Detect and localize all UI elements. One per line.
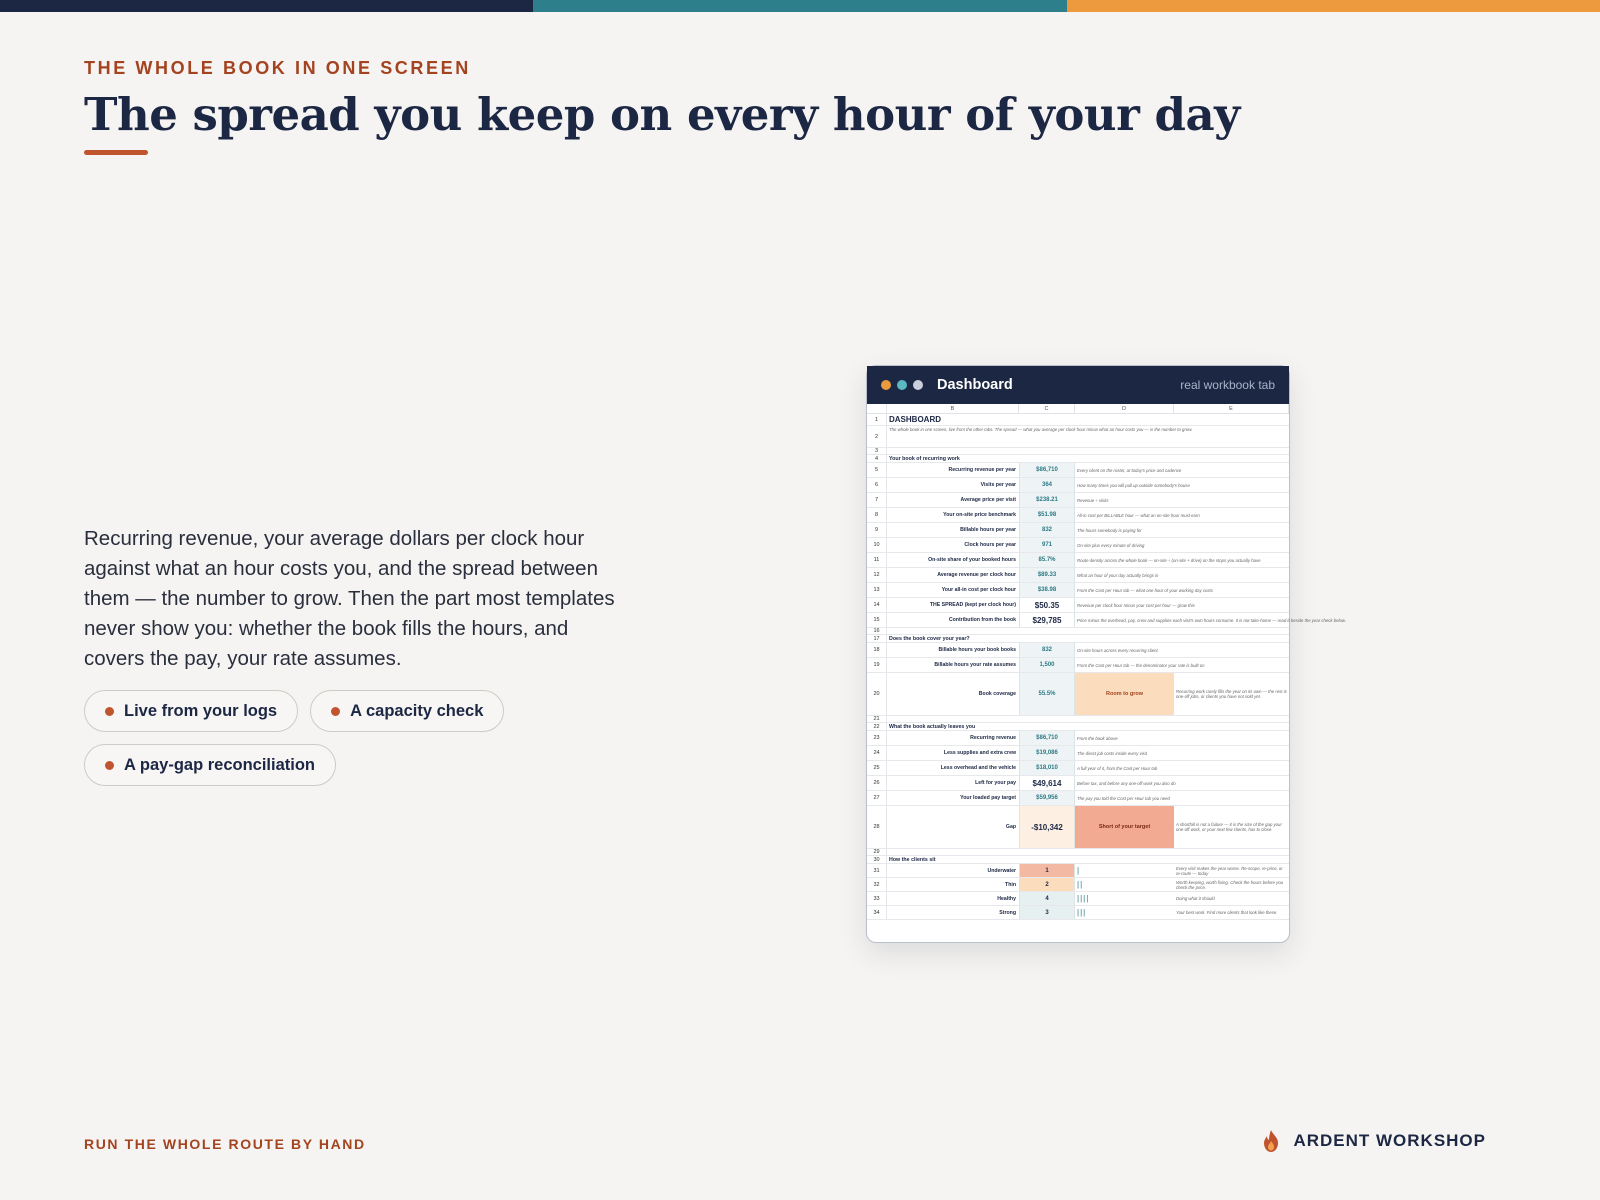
row-value[interactable]: $29,785 [1019, 613, 1075, 627]
status-badge[interactable]: Short of your target [1075, 806, 1174, 848]
row-label[interactable]: Your all-in cost per clock hour [941, 587, 1016, 593]
chip-live-logs[interactable] [84, 690, 298, 732]
row-note[interactable]: Revenue ÷ visits [1077, 497, 1109, 503]
row-note[interactable]: A full year of it, from the Cost per Hour tab [1077, 765, 1158, 771]
sheet-row-19[interactable] [867, 658, 1289, 673]
row-number[interactable]: 1 [867, 414, 887, 425]
row-number[interactable]: 33 [867, 892, 887, 905]
section-heading[interactable]: Does the book cover your year? [889, 635, 970, 642]
row-note[interactable]: On-site hours across every recurring client [1077, 647, 1158, 653]
row-value[interactable]: $86,710 [1019, 463, 1075, 477]
row-number[interactable]: 20 [867, 673, 887, 715]
sheet-row-30[interactable] [867, 856, 1289, 864]
row-value[interactable]: 1 [1019, 864, 1075, 877]
row-label[interactable]: Billable hours your book books [938, 647, 1016, 653]
row-label[interactable]: Book coverage [978, 691, 1016, 697]
spreadsheet[interactable] [867, 404, 1346, 920]
row-note[interactable]: Recurring work rarely fills the year on its own — the rest is one-off jobs, or clients you have not sold yet. [1176, 689, 1287, 699]
row-note[interactable]: Every client on the roster, at today's price and cadence [1077, 467, 1182, 473]
row-label[interactable]: Your on-site price benchmark [943, 512, 1016, 518]
sheet-row-9[interactable] [867, 523, 1289, 538]
blank-cell[interactable] [887, 628, 1289, 634]
brand-name: ARDENT WORKSHOP [1293, 1131, 1486, 1150]
row-number[interactable]: 4 [867, 455, 887, 462]
row-value[interactable]: 832 [1019, 643, 1075, 657]
client-bars[interactable]: | [1077, 866, 1081, 875]
row-note[interactable]: Before tax, and before any one-off work you also do [1077, 780, 1176, 786]
row-value[interactable]: 832 [1019, 523, 1075, 537]
sheet-row-31[interactable] [867, 864, 1289, 878]
top-color-bar [0, 0, 1600, 12]
section-heading[interactable]: What the book actually leaves you [889, 723, 976, 730]
column-header-row [867, 404, 1289, 414]
row-note[interactable]: What an hour of your day actually brings in [1077, 572, 1159, 578]
sheet-row-24[interactable] [867, 746, 1289, 761]
client-bars[interactable]: ||| [1077, 908, 1087, 917]
status-badge[interactable]: Room to grow [1075, 673, 1174, 715]
flame-icon [1261, 1129, 1281, 1153]
bullet-dot-icon [331, 707, 340, 716]
window-dot-grey-icon[interactable] [913, 380, 923, 390]
row-number[interactable]: 8 [867, 508, 887, 522]
sheet-row-2[interactable] [867, 426, 1289, 448]
row-number[interactable]: 17 [867, 635, 887, 642]
row-label[interactable]: Average price per visit [960, 497, 1016, 503]
client-bars[interactable]: || [1077, 880, 1084, 889]
row-value[interactable]: 364 [1019, 478, 1075, 492]
row-number[interactable]: 18 [867, 643, 887, 657]
column-header-b[interactable]: B [887, 404, 1019, 413]
chip-label: A pay-gap reconciliation [124, 755, 316, 774]
row-label[interactable]: Your loaded pay target [960, 795, 1016, 801]
chip-label: Live from your logs [124, 701, 278, 720]
row-note[interactable]: The direct job costs inside every visit [1077, 750, 1147, 756]
sheet-row-34[interactable] [867, 906, 1289, 920]
row-number[interactable]: 26 [867, 776, 887, 790]
feature-chips [84, 690, 544, 786]
dashboard-window [866, 365, 1346, 943]
sheet-row-22[interactable] [867, 723, 1289, 731]
row-value[interactable]: $38.98 [1019, 583, 1075, 597]
sheet-row-8[interactable] [867, 508, 1289, 523]
row-value[interactable]: 4 [1019, 892, 1075, 905]
row-label[interactable]: Billable hours per year [960, 527, 1016, 533]
row-label[interactable]: Gap [1005, 824, 1016, 830]
row-value[interactable]: 85.7% [1019, 553, 1075, 567]
row-number[interactable]: 24 [867, 746, 887, 760]
column-header-e[interactable]: E [1174, 404, 1289, 413]
window-dot-orange-icon[interactable] [881, 380, 891, 390]
row-label[interactable]: Healthy [997, 895, 1016, 902]
row-note[interactable]: On-site plus every minute of driving [1077, 542, 1145, 548]
sheet-row-5[interactable] [867, 463, 1289, 478]
row-note[interactable]: From the Cost per Hour tab — the denominator your rate is built on [1077, 662, 1205, 668]
column-header-corner [867, 404, 887, 413]
row-note[interactable]: Worth keeping, worth fixing. Check the hours before you check the price. [1176, 879, 1284, 890]
sheet-row-7[interactable] [867, 493, 1289, 508]
row-note[interactable]: From the Cost per Hour tab — what one hour of your working day costs [1077, 587, 1213, 593]
eyebrow: THE WHOLE BOOK IN ONE SCREEN [84, 58, 471, 78]
row-label[interactable]: Less overhead and the vehicle [940, 765, 1016, 771]
row-number[interactable]: 32 [867, 878, 887, 891]
blank-cell[interactable] [887, 448, 1289, 454]
brand[interactable] [1261, 1129, 1486, 1153]
sheet-row-10[interactable] [867, 538, 1289, 553]
row-number[interactable]: 29 [867, 849, 887, 855]
row-label[interactable]: THE SPREAD (kept per clock hour) [929, 602, 1016, 608]
window-subtitle: real workbook tab [1180, 378, 1275, 392]
row-note[interactable]: Price minus the overhead, pay, crew and supplies each visit's own hours consume. It is not take-home — read it beside the year check below. [1077, 617, 1346, 623]
row-value[interactable]: 3 [1019, 906, 1075, 919]
page-title: The spread you keep on every hour of your day [84, 88, 1240, 141]
chip-pay-gap[interactable] [84, 744, 336, 786]
row-note[interactable]: The pay you told the Cost per Hour tab you need [1077, 795, 1170, 801]
sheet-row-28[interactable] [867, 806, 1289, 849]
row-label[interactable]: Contribution from the book [948, 617, 1016, 623]
title-underline [84, 150, 148, 155]
row-label[interactable]: Left for your pay [975, 780, 1016, 786]
sheet-intro-note[interactable]: The whole book in one screen, live from the other tabs. The spread — what you average per clock hour minus what an hour costs you — is the number to grow. [889, 427, 1193, 432]
row-label[interactable]: Thin [1005, 881, 1016, 888]
top-bar-teal [533, 0, 1066, 12]
sheet-heading[interactable]: DASHBOARD [889, 415, 941, 424]
sheet-row-1[interactable] [867, 414, 1289, 426]
row-label[interactable]: Recurring revenue per year [948, 467, 1016, 473]
row-number[interactable]: 28 [867, 806, 887, 848]
row-number[interactable]: 27 [867, 791, 887, 805]
row-label[interactable]: On-site share of your booked hours [928, 557, 1016, 563]
blank-cell[interactable] [887, 849, 1289, 855]
row-value[interactable]: $59,956 [1019, 791, 1075, 805]
sheet-row-14[interactable] [867, 598, 1289, 613]
sheet-row-20[interactable] [867, 673, 1289, 716]
sheet-row-21[interactable] [867, 716, 1289, 723]
row-number[interactable]: 6 [867, 478, 887, 492]
row-number[interactable]: 21 [867, 716, 887, 722]
row-number[interactable]: 12 [867, 568, 887, 582]
column-header-c[interactable]: C [1019, 404, 1075, 413]
sheet-row-16[interactable] [867, 628, 1289, 635]
window-titlebar [867, 366, 1289, 404]
sheet-row-25[interactable] [867, 761, 1289, 776]
row-note[interactable]: How many times you will pull up outside somebody's house [1077, 482, 1190, 488]
sheet-rows [867, 414, 1346, 920]
bullet-dot-icon [105, 707, 114, 716]
row-value[interactable]: -$10,342 [1019, 806, 1075, 848]
row-value[interactable]: 971 [1019, 538, 1075, 552]
row-note[interactable]: From the book above [1077, 735, 1118, 741]
row-number[interactable]: 19 [867, 658, 887, 672]
footer-tagline: RUN THE WHOLE ROUTE BY HAND [84, 1136, 366, 1152]
row-value[interactable]: $89.33 [1019, 568, 1075, 582]
lead-paragraph: Recurring revenue, your average dollars per clock hour against what an hour costs you, and the spread between them — the number to grow. Then the part most templates never show you: whether the book fills the hours, and covers the pay, your rate assumes. [84, 527, 615, 670]
row-value[interactable]: 55.5% [1019, 673, 1075, 715]
chip-label: A capacity check [350, 701, 484, 720]
row-label[interactable]: Strong [999, 909, 1016, 916]
row-label[interactable]: Clock hours per year [964, 542, 1016, 548]
row-number[interactable]: 5 [867, 463, 887, 477]
sheet-row-12[interactable] [867, 568, 1289, 583]
row-value[interactable]: $51.98 [1019, 508, 1075, 522]
row-note[interactable]: All-in cost per BILLABLE hour — what an on-site hour must earn [1077, 512, 1200, 518]
sheet-row-13[interactable] [867, 583, 1289, 598]
row-number[interactable]: 16 [867, 628, 887, 634]
sheet-row-3[interactable] [867, 448, 1289, 455]
row-number[interactable]: 7 [867, 493, 887, 507]
row-value[interactable]: $49,614 [1019, 776, 1075, 790]
sheet-row-17[interactable] [867, 635, 1289, 643]
row-number[interactable]: 34 [867, 906, 887, 919]
section-heading[interactable]: Your book of recurring work [889, 455, 960, 462]
row-number[interactable]: 25 [867, 761, 887, 775]
sheet-row-6[interactable] [867, 478, 1289, 493]
sheet-row-26[interactable] [867, 776, 1289, 791]
row-number[interactable]: 15 [867, 613, 887, 627]
row-label[interactable]: Billable hours your rate assumes [934, 662, 1016, 668]
sheet-row-33[interactable] [867, 892, 1289, 906]
window-title: Dashboard [937, 377, 1013, 393]
row-number[interactable]: 30 [867, 856, 887, 863]
sheet-row-15[interactable] [867, 613, 1346, 628]
row-number[interactable]: 11 [867, 553, 887, 567]
row-label[interactable]: Average revenue per clock hour [937, 572, 1016, 578]
row-note[interactable]: The hours somebody is paying for [1077, 527, 1142, 533]
bullet-dot-icon [105, 761, 114, 770]
row-value[interactable]: $50.35 [1019, 598, 1075, 612]
row-number[interactable]: 9 [867, 523, 887, 537]
row-label[interactable]: Underwater [987, 867, 1016, 874]
row-label[interactable]: Recurring revenue [970, 735, 1016, 741]
row-number[interactable]: 31 [867, 864, 887, 877]
row-value[interactable]: $19,086 [1019, 746, 1075, 760]
row-number[interactable]: 13 [867, 583, 887, 597]
row-value[interactable]: 1,500 [1019, 658, 1075, 672]
sheet-row-23[interactable] [867, 731, 1289, 746]
client-bars[interactable]: |||| [1077, 894, 1090, 903]
row-note[interactable]: Revenue per clock hour minus your cost per hour — grow this [1077, 602, 1195, 608]
blank-cell[interactable] [887, 716, 1289, 722]
row-number[interactable]: 23 [867, 731, 887, 745]
row-value[interactable]: $86,710 [1019, 731, 1075, 745]
window-dot-teal-icon[interactable] [897, 380, 907, 390]
row-number[interactable]: 14 [867, 598, 887, 612]
row-label[interactable]: Visits per year [980, 482, 1016, 488]
row-note[interactable]: Every visit makes the year worse. Re-scope, re-price, or re-route — today [1176, 865, 1283, 876]
row-value[interactable]: $238.21 [1019, 493, 1075, 507]
chip-capacity-check[interactable] [310, 690, 504, 732]
row-note[interactable]: Your best work. Find more clients that look like these. [1176, 910, 1278, 915]
top-bar-orange [1067, 0, 1600, 12]
sheet-row-27[interactable] [867, 791, 1289, 806]
row-number[interactable]: 22 [867, 723, 887, 730]
row-number[interactable]: 3 [867, 448, 887, 454]
sheet-row-32[interactable] [867, 878, 1289, 892]
row-number[interactable]: 10 [867, 538, 887, 552]
row-number[interactable]: 2 [867, 426, 887, 447]
column-header-d[interactable]: D [1075, 404, 1174, 413]
row-note[interactable]: Doing what it should [1176, 896, 1215, 901]
top-bar-navy [0, 0, 533, 12]
sheet-row-18[interactable] [867, 643, 1289, 658]
row-note[interactable]: Route density across the whole book — on-site ÷ (on-site + drive) on the stops you actually have [1077, 557, 1261, 563]
sheet-row-4[interactable] [867, 455, 1289, 463]
sheet-row-29[interactable] [867, 849, 1289, 856]
row-value[interactable]: $18,010 [1019, 761, 1075, 775]
sheet-row-11[interactable] [867, 553, 1289, 568]
row-value[interactable]: 2 [1019, 878, 1075, 891]
section-heading[interactable]: How the clients sit [889, 856, 936, 863]
row-label[interactable]: Less supplies and extra crew [943, 750, 1016, 756]
row-note[interactable]: A shortfall is not a failure — it is the size of the gap your one-off work, or your next few clients, has to close. [1176, 822, 1282, 832]
